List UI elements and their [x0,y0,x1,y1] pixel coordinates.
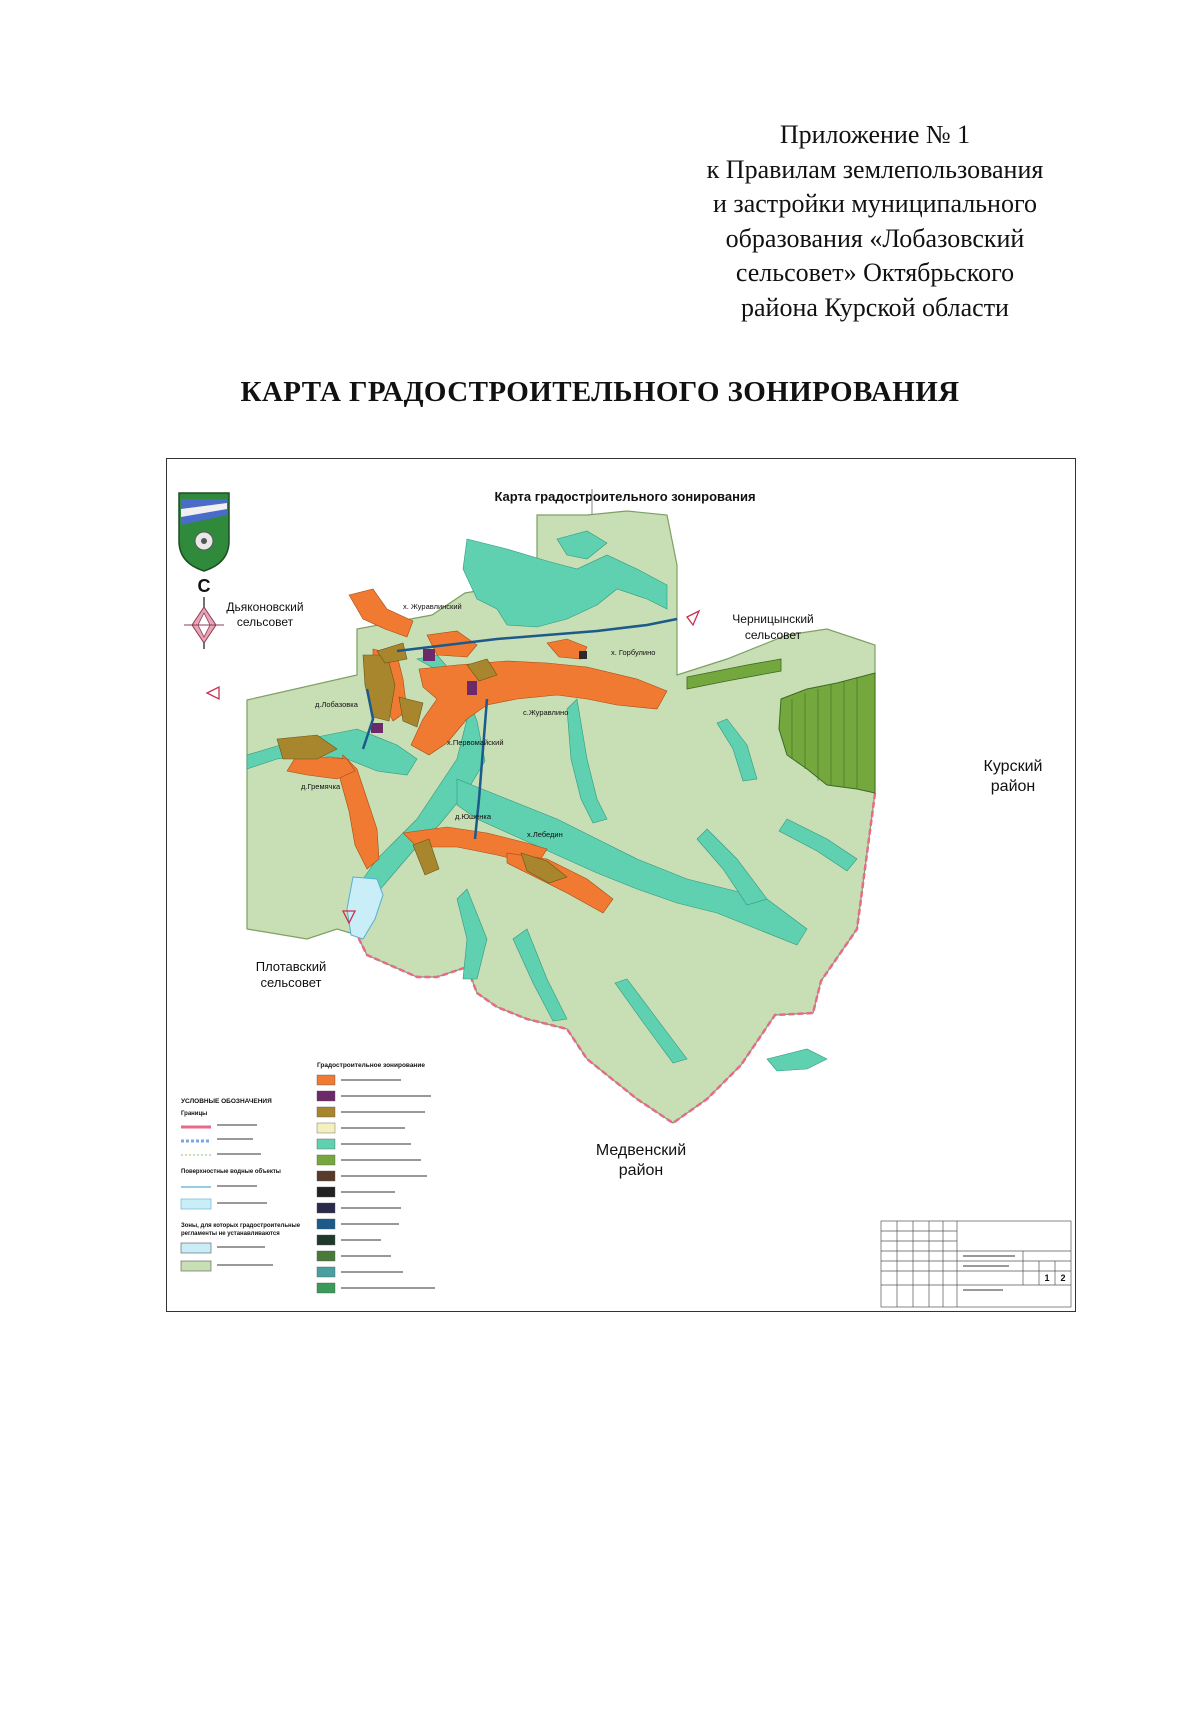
compass-north-letter: С [197,576,211,596]
title-block-stamp [881,1221,1071,1307]
legend-swatch [181,1243,211,1253]
legend-text-stub [341,1143,411,1145]
map-canvas [167,459,1075,1311]
appendix-line: к Правилам землепользования [706,154,1044,184]
stamp-sheet-total: 2 [1060,1273,1066,1283]
legend-left [181,1098,301,1271]
legend-text-stub [217,1153,261,1155]
legend-text-stub [217,1124,257,1126]
legend-swatch [317,1251,335,1261]
legend-title: УСЛОВНЫЕ ОБОЗНАЧЕНИЯ [181,1098,272,1105]
legend-text-stub [217,1264,273,1266]
legend-swatch [317,1107,335,1117]
legend-swatch [317,1187,335,1197]
legend-swatch [181,1261,211,1271]
neighbor-label: Плотавский [255,959,327,974]
appendix-caption [640,118,1110,325]
neighbor-label: сельсовет [236,615,294,629]
zoning-map [166,458,1076,1312]
legend-text-stub [217,1138,253,1140]
legend-text-stub [341,1175,427,1177]
legend-swatch [181,1199,211,1209]
page-title: КАРТА ГРАДОСТРОИТЕЛЬНОГО ЗОНИРОВАНИЯ [240,376,960,408]
settlement-label: х.Лебедин [527,830,563,839]
legend-section-title: Зоны, для которых градостроительные [181,1223,301,1229]
legend-swatch [317,1283,335,1293]
neighbor-label: район [618,1162,664,1179]
settlement-label: д.Лобазовка [315,700,358,709]
settlement-label: с.Журавлино [523,708,569,717]
legend-title: Градостроительное зонирование [317,1062,425,1069]
legend-swatch [317,1075,335,1085]
neighbor-label: сельсовет [260,975,322,990]
legend-text-stub [217,1202,267,1204]
neighbor-label: сельсовет [744,628,802,642]
settlement-label: х. Журавлинский [403,602,462,611]
legend-swatch [317,1203,335,1213]
appendix-line: и застройки муниципального [713,189,1037,218]
map-inner-title: Карта градостроительного зонирования [494,489,756,504]
legend-swatch [317,1219,335,1229]
compass-rose-icon [184,576,224,649]
legend-swatch [317,1091,335,1101]
legend-text-stub [341,1079,401,1081]
coat-of-arms-icon [179,493,229,571]
appendix-line: сельсовет» Октябрьского [735,258,1015,287]
appendix-line: района Курской области [741,292,1009,322]
legend-text-stub [341,1111,425,1113]
legend-text-stub [341,1127,405,1129]
neighbor-label: Дьяконовский [226,600,304,614]
legend-swatch [317,1155,335,1165]
legend-text-stub [217,1185,257,1187]
legend-text-stub [341,1287,435,1289]
legend-swatch [317,1267,335,1277]
legend-text-stub [217,1246,265,1248]
stamp-text-stub [963,1265,1009,1267]
legend-section-title: Границы [181,1111,208,1117]
stamp-text-stub [963,1289,1003,1291]
settlement-label: х. Горбулино [611,648,656,657]
settlement-label: х.Первомайский [447,738,504,747]
settlement-label: д.Юшенка [455,812,491,821]
legend-section-title: Поверхностные водные объекты [181,1169,281,1175]
neighbor-label: Курский [983,758,1043,775]
neighbor-label: Черницынский [732,612,814,626]
legend-text-stub [341,1159,421,1161]
legend-text-stub [341,1255,391,1257]
legend-swatch [317,1139,335,1149]
neighbor-label: район [990,778,1036,795]
appendix-line: образования «Лобазовский [725,223,1025,253]
neighbor-label: Медвенский [595,1142,687,1159]
legend-swatch [317,1123,335,1133]
legend-text-stub [341,1271,403,1273]
stamp-text-stub [963,1255,1015,1257]
legend-text-stub [341,1239,381,1241]
legend-text-stub [341,1223,399,1225]
appendix-line: Приложение № 1 [779,120,971,149]
legend-text-stub [341,1207,401,1209]
stamp-sheet-number: 1 [1044,1273,1050,1283]
legend-text-stub [341,1095,431,1097]
legend-text-stub [341,1191,395,1193]
settlement-label: д.Гремячка [301,782,341,791]
legend-section-title: регламенты не устанавливаются [181,1231,280,1237]
legend-swatch [317,1171,335,1181]
legend-swatch [317,1235,335,1245]
legend-right [317,1062,435,1293]
